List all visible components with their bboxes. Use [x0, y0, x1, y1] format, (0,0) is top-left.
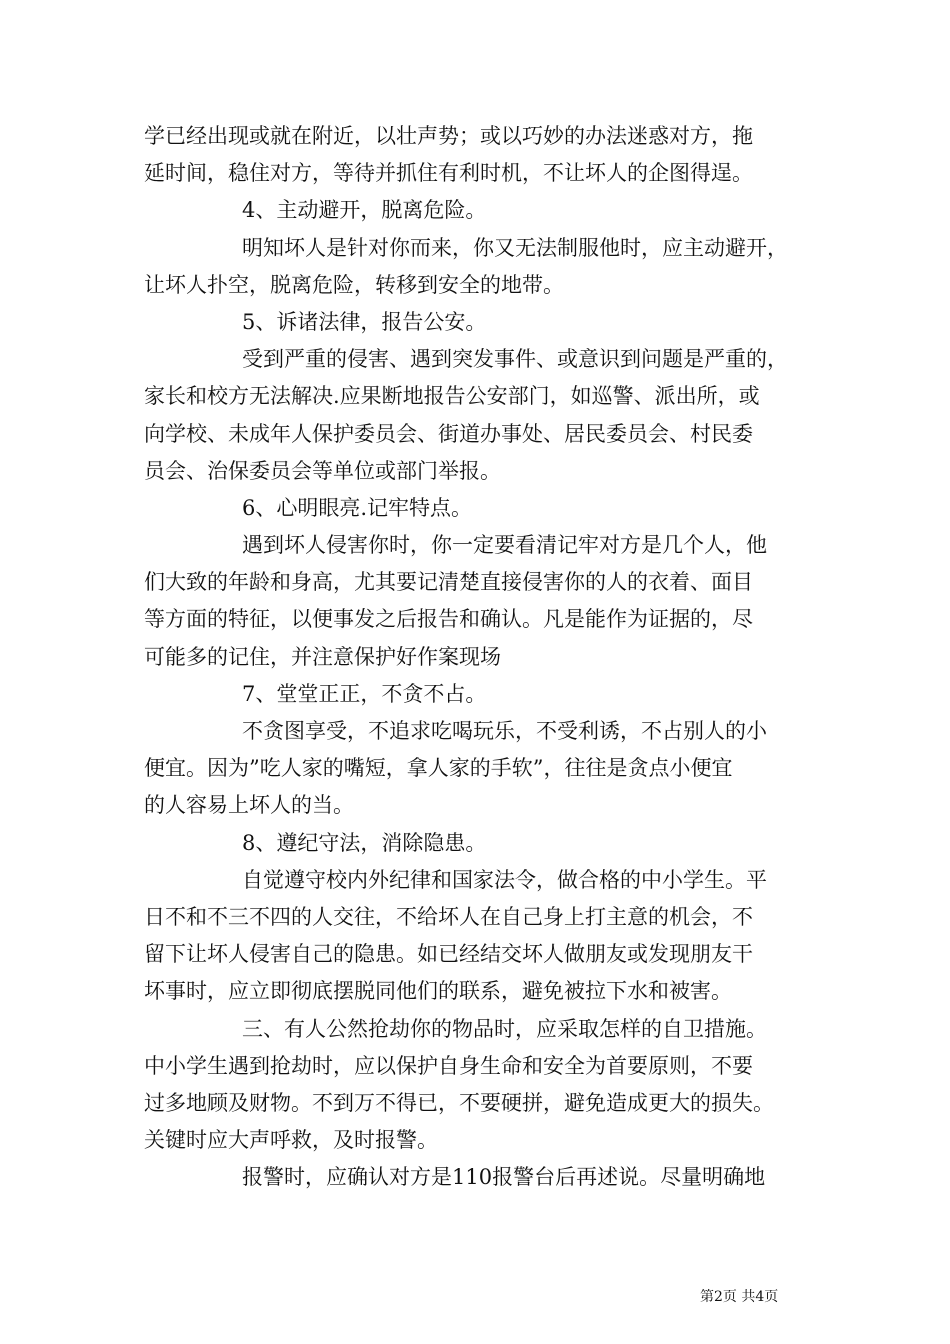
text-line-24: 坏事时，应立即彻底摆脱同他们的联系，避免被拉下水和被害。 — [144, 979, 732, 1004]
text-line-19: 的人容易上坏人的当。 — [144, 793, 354, 818]
text-line-5: 让坏人扑空，脱离危险，转移到安全的地带。 — [144, 272, 564, 297]
text-line-23: 留下让坏人侵害自己的隐患。如已经结交坏人做朋友或发现朋友干 — [144, 942, 753, 967]
text-line-14: 等方面的特征，以便事发之后报告和确认。凡是能作为证据的，尽 — [144, 607, 753, 632]
text-line-3: 4、主动避开，脱离危险。 — [242, 198, 487, 223]
text-line-25: 三、有人公然抢劫你的物品时，应采取怎样的自卫措施。 — [242, 1016, 767, 1041]
footer-current-page: 2 — [714, 1289, 723, 1305]
text-line-28: 关键时应大声呼救，及时报警。 — [144, 1128, 438, 1153]
text-line-1: 学已经出现或就在附近，以壮声势；或以巧妙的办法迷惑对方，拖 — [144, 124, 753, 148]
footer-suffix: 页 — [764, 1289, 779, 1305]
text-line-18: 便宜。因为”吃人家的嘴短，拿人家的手软”，往往是贪点小便宜 — [144, 756, 733, 781]
text-line-17: 不贪图享受，不追求吃喝玩乐，不受利诱，不占别人的小 — [242, 719, 767, 743]
text-line-9: 向学校、未成年人保护委员会、街道办事处、居民委员会、村民委 — [144, 421, 753, 446]
text-line-27: 过多地顾及财物。不到万不得已，不要硬拼，避免造成更大的损失。 — [144, 1090, 774, 1115]
text-line-13: 们大致的年龄和身高，尤其要记清楚直接侵害你的人的衣着、面目 — [144, 570, 753, 595]
text-line-11: 6、心明眼亮.记牢特点。 — [242, 495, 473, 520]
text-line-10: 员会、治保委员会等单位或部门举报。 — [144, 458, 501, 483]
text-line-29: 报警时，应确认对方是110报警台后再述说。尽量明确地 — [242, 1165, 766, 1190]
text-line-20: 8、遵纪守法，消除隐患。 — [242, 830, 487, 855]
footer-prefix: 第 — [700, 1289, 714, 1305]
page-footer — [700, 1287, 778, 1307]
text-line-6: 5、诉诸法律，报告公安。 — [242, 309, 487, 334]
text-line-21: 自觉遵守校内外纪律和国家法令，做合格的中小学生。平 — [242, 867, 767, 892]
text-line-8: 家长和校方无法解决.应果断地报告公安部门，如巡警、派出所，或 — [144, 384, 760, 409]
text-line-2: 延时间，稳住对方，等待并抓住有利时机，不让坏人的企图得逞。 — [144, 161, 753, 186]
text-line-15: 可能多的记住，并注意保护好作案现场 — [144, 644, 501, 669]
text-line-16: 7、堂堂正正，不贪不占。 — [242, 681, 487, 706]
text-line-12: 遇到坏人侵害你时，你一定要看清记牢对方是几个人，他 — [242, 533, 767, 558]
text-line-4: 明知坏人是针对你而来，你又无法制服他时，应主动避开， — [242, 235, 788, 260]
text-line-26: 中小学生遇到抢劫时，应以保护自身生命和安全为首要原则，不要 — [144, 1053, 753, 1078]
footer-total-pages: 4 — [755, 1289, 765, 1305]
text-line-7: 受到严重的侵害、遇到突发事件、或意识到问题是严重的， — [242, 347, 788, 372]
footer-middle: 页 共 — [722, 1289, 756, 1305]
text-line-22: 日不和不三不四的人交往，不给坏人在自己身上打主意的机会，不 — [144, 904, 753, 929]
document-body — [144, 118, 814, 1196]
